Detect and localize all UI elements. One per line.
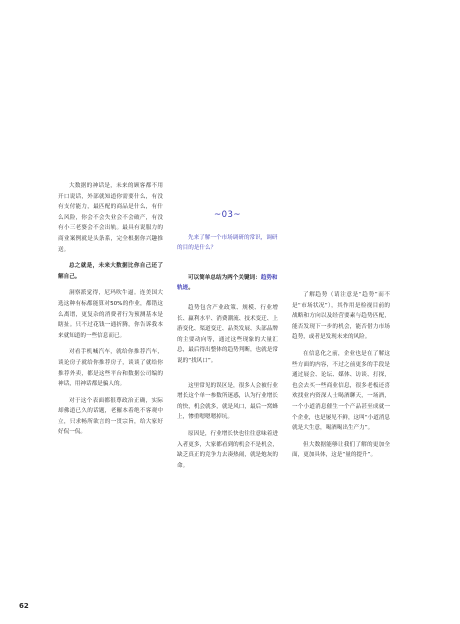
section-number: ~03~ (213, 210, 242, 220)
paragraph: 在信息化之前，企业也是在了解这些方面的内容，不过之前更多的手段是通过展会、论坛、媒体、访谈、打探，也会去买一些商业信息，很多老板还喜欢找业内资深人士喝酒聊天，一场酒，一个小道消息催生一个产品甚至成就一个企业，也是屡见不鲜，这叫“小道消息就是大生意，喝酒喝出生产力”。 (292, 350, 390, 432)
paragraph: 原因是，行业增长快也往往意味着进入者更多，大家都看到的机会不是机会，缺乏真正的竞争力去凑热闹，就是炮灰的命。 (177, 430, 278, 469)
paragraph-emphasis: 总之就是，未来大数据比你自己还了解自己。 (58, 263, 163, 280)
paragraph: 了解趋势（请注意是“趋势”而不是“市场状况”），其作用是检视目前的战略和方向以及经营要素与趋势匹配，能否发现下一步的机会，能否借力市场趋势，或者是发现未来的风险。 (292, 292, 390, 341)
key-summary-highlight: 趋势和轨迹 (177, 274, 278, 292)
text-column-middle (177, 210, 278, 477)
paragraph: 对于这个表面都很尊政治正确，实际却佛道已久的话题，老羅本着绝不客观中立，只求畅所欲言的一贯宗旨，给大家好好侃一侃。 (58, 397, 163, 436)
page-number: 62 (19, 602, 29, 610)
paragraph: 但大数据能够让我们了解的更加全面，更加具体，这是“量的提升”。 (292, 441, 390, 459)
key-summary-suffix: 。 (188, 285, 194, 292)
key-summary-prefix: 可以简单总结为两个关键词： (188, 274, 261, 281)
paragraph: 洞察派觉得，尼玛吹牛逼。连美国大选这种有标都能算对50%的作业，都错这么离谱，更复杂的消费者行为预测基本是瞎扯。只不过花钱一通折腾，你告诉我本来就知道的一些信息而已。 (58, 290, 163, 339)
paragraph: 这里常见的误区是，很多人会被行业增长这个单一参数所迷惑，认为行业增长的快，机会就多，就是风口，最后一窝蜂上，惨重嗯嗯嗯掉坑。 (177, 382, 278, 421)
text-column-right (292, 290, 390, 467)
paragraph: 对看手机喊汽车，就给你推荐汽车，谈论房子就给你推荐房子，谈谈了就给你推荐外卖，都是这些平台和数据公司编的神话，用神话都是骗人的。 (58, 349, 163, 388)
paragraph: 趋势包含产业政策、规模、行业增长、赢利水平、消费潮流、技术变迁、上游变化、渠道变迁、品类发展、头部品牌的主要动向等，通过这些现象的大量汇总，最后得出整体的趋势判断，也就是常说的“找风口”。 (177, 304, 278, 364)
key-summary (177, 273, 278, 294)
section-subtitle: 先来了解一个市场调研的常识，调研的目的是什么？ (177, 234, 278, 252)
text-column-left (58, 181, 163, 444)
paragraph: 大数据的神话是，未来的顾客都不用开口说话，外部就知道你需要什么，有没有支付能力，最匹配的商品是什么，有什么风险，你会不会失业会不会破产，有没有小三老婆会不会出轨。最具有说服力的商业案例就是头条系，完全根据你兴趣推送。 (58, 183, 163, 253)
